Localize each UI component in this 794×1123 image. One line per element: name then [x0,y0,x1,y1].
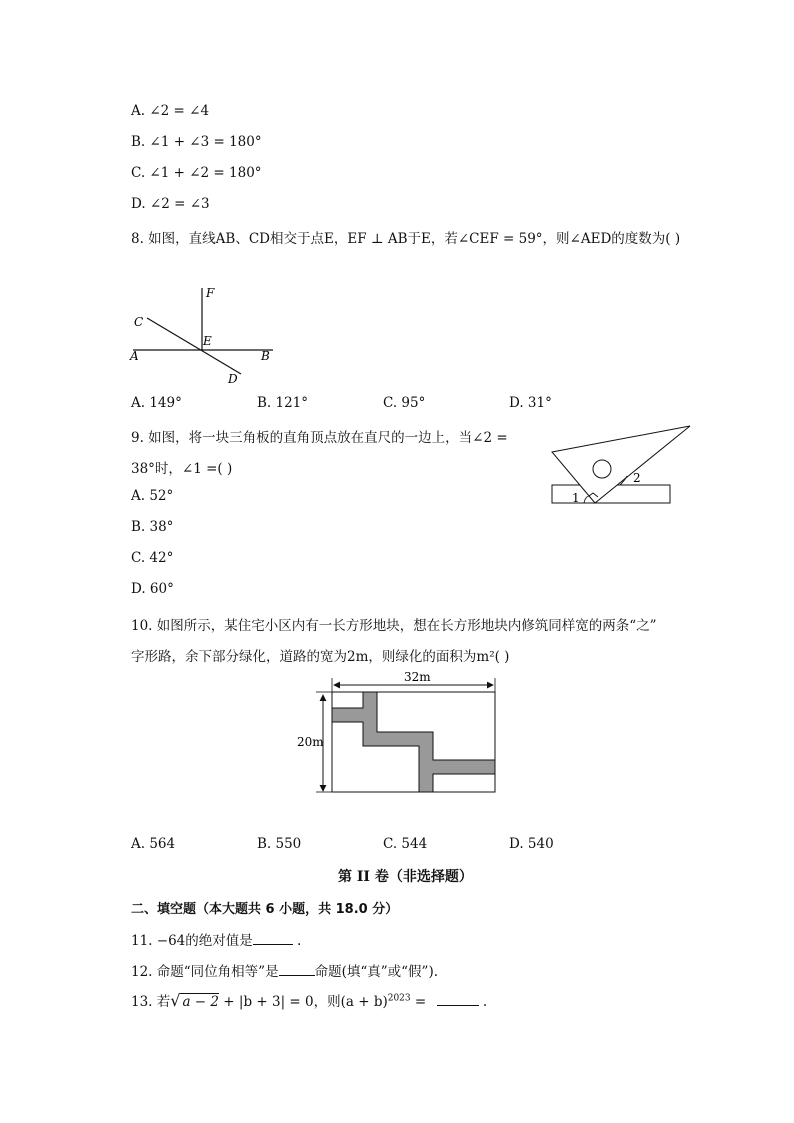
q8-line-cd [147,318,241,374]
q12-answer-blank [279,974,315,976]
q10-options [131,836,635,852]
q9-option-d: D. 60° [131,581,174,597]
section2-title: 第 II 卷（非选择题） [338,869,473,885]
q11-prefix: 11. −64的绝对值是 [131,933,253,949]
q10-stem-line2: 字形路，余下部分绿化，道路的宽为2m，则绿化的面积为m²( ) [131,649,510,665]
q10-option-a: A. 564 [131,836,176,852]
q9-option-a: A. 52° [131,488,174,504]
q7-option-a: A. ∠2 = ∠4 [131,103,210,119]
q10-figure [294,668,506,798]
q9-option-b: B. 38° [131,519,174,535]
q10-option-d: D. 540 [509,836,554,852]
q9-label-2: 2 [633,471,641,485]
q8-label-b: B [261,349,270,363]
q9-stem-line1: 9. 如图，将一块三角板的直角顶点放在直尺的一边上，当∠2 = [131,430,508,446]
q8-stem: 8. 如图，直线AB、CD相交于点E，EF ⊥ AB于E，若∠CEF = 59°，则∠AED的度数为( ) [131,231,681,247]
q10-label-width: 32m [404,670,431,684]
q8-option-a: A. 149° [131,395,182,411]
q8-label-f: F [206,286,215,300]
q8-option-c: C. 95° [383,395,426,411]
q10-option-b: B. 550 [257,836,302,852]
q13 [131,990,487,1010]
q13-exponent: 2023 [387,993,411,1004]
q9-figure [548,422,696,508]
q10-label-height: 20m [297,735,324,749]
q11-suffix: . [292,933,302,949]
q7-option-c: C. ∠1 + ∠2 = 180° [131,165,262,181]
q12-suffix: 命题(填“真”或“假”). [314,964,439,980]
q7-option-d: D. ∠2 = ∠3 [131,196,210,212]
q8-label-a: A [130,349,139,363]
q9-stem-line2: 38°时，∠1 =( ) [131,461,233,477]
q13-middle: + |b + 3| = 0，则(a + b) [219,994,388,1010]
q8-label-e: E [203,334,212,348]
q10-option-c: C. 544 [383,836,428,852]
q8-option-b: B. 121° [257,395,309,411]
q8-options [131,395,635,411]
q8-option-d: D. 31° [509,395,552,411]
q9-label-1: 1 [572,491,580,505]
q12-prefix: 12. 命题“同位角相等”是 [131,964,279,980]
q8-label-d: D [228,372,238,386]
q13-answer-blank [437,1004,479,1006]
sqrt-icon: √ [170,991,181,1010]
q8-figure [125,282,285,390]
q12 [131,960,438,980]
q8-label-c: C [134,315,144,329]
q11 [131,929,301,949]
q9-triangle-hole [593,460,611,478]
section2-heading: 二、填空题（本大题共 6 小题，共 18.0 分） [131,902,399,917]
q13-suffix: . [478,994,488,1010]
q13-radicand: a − 2 [182,994,220,1010]
q13-eq: = [410,994,431,1010]
q10-stem-line1: 10. 如图所示，某住宅小区内有一长方形地块，想在长方形地块内修筑同样宽的两条“之” [131,618,657,634]
q11-answer-blank [253,943,293,945]
q7-option-b: B. ∠1 + ∠3 = 180° [131,134,262,150]
q9-option-c: C. 42° [131,550,174,566]
q13-prefix: 13. 若 [131,994,171,1010]
